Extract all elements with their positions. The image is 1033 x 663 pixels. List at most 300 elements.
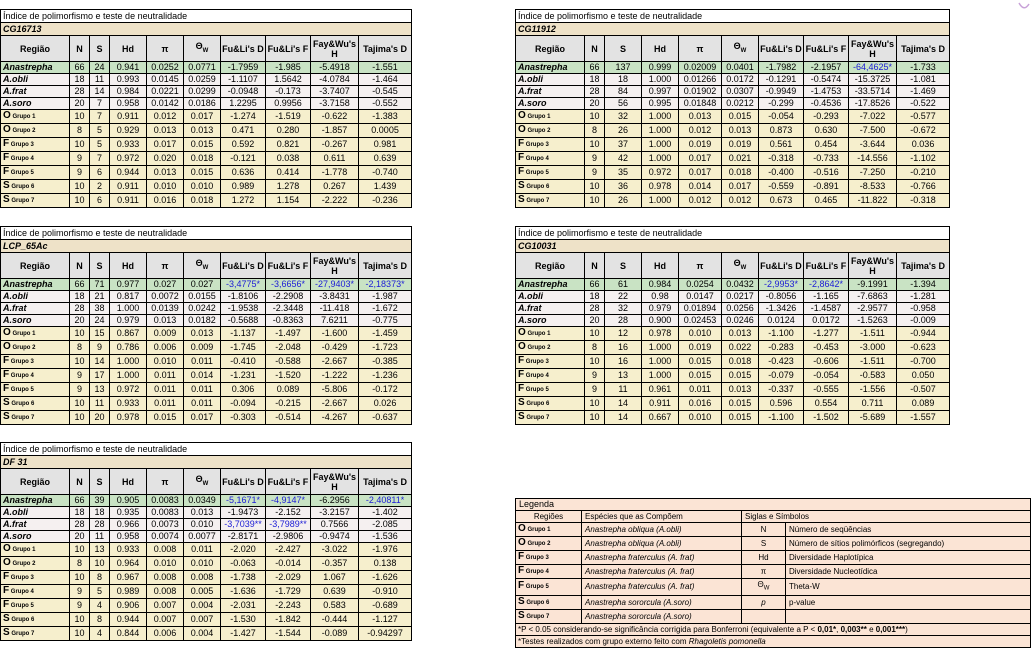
cell-s: 6 bbox=[90, 194, 110, 208]
cell-hd: 0.929 bbox=[110, 124, 147, 138]
legend-symbol: N bbox=[742, 523, 786, 537]
cell-s: 24 bbox=[90, 315, 110, 327]
cell-s: 22 bbox=[605, 291, 642, 303]
cell-n: 18 bbox=[70, 74, 90, 86]
cell-theta-w: 0.018 bbox=[722, 355, 759, 369]
cell-pi: 0.01894 bbox=[679, 303, 722, 315]
cell-fay-wu-h: -27,9403* bbox=[311, 279, 359, 291]
group-subscript: Grupo 3 bbox=[9, 575, 34, 581]
cell-hd: 0.867 bbox=[110, 327, 147, 341]
cell-fu-li-f: -0.555 bbox=[804, 383, 849, 397]
cell-fay-wu-h: -33.5714 bbox=[849, 86, 897, 98]
cell-tajima-d: -1.469 bbox=[897, 86, 950, 98]
cell-region: Anastrepha bbox=[516, 62, 585, 74]
group-subscript: Grupo 4 bbox=[9, 373, 34, 379]
cell-fay-wu-h: -11.822 bbox=[849, 194, 897, 208]
cell-fay-wu-h: 1.067 bbox=[311, 571, 359, 585]
cell-pi: 0.015 bbox=[679, 369, 722, 383]
cell-hd: 0.786 bbox=[110, 341, 147, 355]
gene-name: LCP_65Ac bbox=[1, 240, 412, 253]
group-letter: F bbox=[3, 369, 10, 380]
column-header-fay-wu-h: Fay&Wu's H bbox=[849, 36, 897, 62]
cell-n: 10 bbox=[70, 397, 90, 411]
cell-theta-w: 0.007 bbox=[184, 613, 221, 627]
cell-fu-li-d: -1.1107 bbox=[221, 74, 266, 86]
cell-theta-w: 0.004 bbox=[184, 627, 221, 641]
cell-pi: 0.007 bbox=[147, 599, 184, 613]
cell-tajima-d: -0.210 bbox=[897, 166, 950, 180]
cell-theta-w: 0.015 bbox=[722, 369, 759, 383]
gene-name: DF 31 bbox=[1, 456, 412, 469]
cell-fu-li-d: -1.274 bbox=[221, 110, 266, 124]
column-header-s: S bbox=[90, 469, 110, 495]
cell-fay-wu-h: -7.500 bbox=[849, 124, 897, 138]
cell-s: 13 bbox=[90, 543, 110, 557]
legend-footnote-outgroup: *Testes realizados com grupo externo feito com Rhagoletis pomonella bbox=[516, 635, 1031, 647]
group-letter: S bbox=[3, 397, 10, 408]
column-header-fay-wu-h: Fay&Wu's H bbox=[311, 36, 359, 62]
cell-tajima-d: -1.672 bbox=[359, 303, 412, 315]
cell-region bbox=[1, 341, 70, 355]
cell-s: 13 bbox=[605, 369, 642, 383]
cell-region: A.obli bbox=[516, 291, 585, 303]
cell-fay-wu-h: 0.611 bbox=[311, 152, 359, 166]
table-row bbox=[1, 138, 412, 152]
cell-pi: 0.011 bbox=[147, 383, 184, 397]
cell-s: 16 bbox=[605, 341, 642, 355]
legend-header-species: Espécies que as Compõem bbox=[582, 511, 742, 523]
cell-s: 4 bbox=[90, 599, 110, 613]
legend-species: Anastrepha fraterculus (A. frat) bbox=[582, 565, 742, 579]
cell-theta-w: 0.013 bbox=[722, 327, 759, 341]
legend-description: Número de seqüências bbox=[786, 523, 1031, 537]
cell-n: 18 bbox=[585, 291, 605, 303]
cell-n: 10 bbox=[70, 571, 90, 585]
cell-fay-wu-h: -14.556 bbox=[849, 152, 897, 166]
cell-tajima-d: -1.723 bbox=[359, 341, 412, 355]
table-row bbox=[1, 383, 412, 397]
cell-pi: 0.016 bbox=[679, 397, 722, 411]
cell-hd: 0.993 bbox=[110, 74, 147, 86]
cell-pi: 0.012 bbox=[679, 194, 722, 208]
cell-fay-wu-h: -11.418 bbox=[311, 303, 359, 315]
cell-fay-wu-h: 7.6211 bbox=[311, 315, 359, 327]
cell-theta-w: 0.015 bbox=[722, 397, 759, 411]
cell-n: 10 bbox=[70, 180, 90, 194]
group-letter: F bbox=[518, 166, 525, 177]
group-subscript: Grupo 5 bbox=[524, 170, 549, 176]
group-subscript: Grupo 4 bbox=[524, 373, 549, 379]
cell-hd: 0.941 bbox=[110, 62, 147, 74]
cell-n: 66 bbox=[585, 62, 605, 74]
table-row bbox=[1, 303, 412, 315]
table-row bbox=[516, 303, 950, 315]
column-header-theta-w: $\Theta_W$ bbox=[722, 253, 759, 279]
cell-region bbox=[1, 152, 70, 166]
group-letter: O bbox=[3, 124, 11, 135]
table-row bbox=[1, 86, 412, 98]
cell-fay-wu-h: -17.8526 bbox=[849, 98, 897, 110]
column-header-fu-li-d: Fu&Li's D bbox=[759, 253, 804, 279]
cell-fu-li-f: 0.089 bbox=[266, 383, 311, 397]
cell-hd: 1.000 bbox=[642, 74, 679, 86]
group-subscript: Grupo 2 bbox=[10, 561, 36, 567]
table-row bbox=[516, 110, 950, 124]
cell-region bbox=[1, 194, 70, 208]
cell-region bbox=[516, 327, 585, 341]
cell-fu-li-f: -2.243 bbox=[266, 599, 311, 613]
cell-region bbox=[1, 166, 70, 180]
group-subscript: Grupo 7 bbox=[524, 198, 550, 204]
column-header-fay-wu-h: Fay&Wu's H bbox=[849, 253, 897, 279]
cell-s: 32 bbox=[605, 110, 642, 124]
cell-fu-li-d: -1.530 bbox=[221, 613, 266, 627]
cell-pi: 0.027 bbox=[147, 279, 184, 291]
cell-theta-w: 0.0155 bbox=[184, 291, 221, 303]
cell-region: A.soro bbox=[1, 98, 70, 110]
cell-hd: 0.944 bbox=[110, 613, 147, 627]
cell-fay-wu-h: -0.357 bbox=[311, 557, 359, 571]
stats-panel-cg10031 bbox=[515, 226, 950, 425]
table-row bbox=[1, 124, 412, 138]
cell-fu-li-d: -0.423 bbox=[759, 355, 804, 369]
stats-panel-lcp-65ac bbox=[0, 226, 412, 425]
cell-fu-li-d: 0.673 bbox=[759, 194, 804, 208]
table-row bbox=[516, 180, 950, 194]
column-header-hd: Hd bbox=[642, 253, 679, 279]
cell-region bbox=[516, 194, 585, 208]
cell-hd: 0.911 bbox=[642, 397, 679, 411]
cell-region: A.obli bbox=[516, 74, 585, 86]
cell-fu-li-f: 1.154 bbox=[266, 194, 311, 208]
cell-tajima-d: 0.050 bbox=[897, 369, 950, 383]
cell-pi: 0.012 bbox=[147, 110, 184, 124]
legend-description: Diversidade Haplotípica bbox=[786, 551, 1031, 565]
legend-region: F Grupo 3 bbox=[516, 551, 582, 565]
cell-n: 10 bbox=[585, 355, 605, 369]
cell-n: 8 bbox=[585, 124, 605, 138]
cell-hd: 0.978 bbox=[642, 180, 679, 194]
cell-fay-wu-h: -15.3725 bbox=[849, 74, 897, 86]
cell-fu-li-f: -0.514 bbox=[266, 411, 311, 425]
cell-fu-li-f: -3,6656* bbox=[266, 279, 311, 291]
cell-region bbox=[516, 110, 585, 124]
cell-tajima-d: -1.127 bbox=[359, 613, 412, 627]
cell-fu-li-d: -0.121 bbox=[221, 152, 266, 166]
table-row bbox=[1, 152, 412, 166]
column-header-fu-li-d: Fu&Li's D bbox=[221, 253, 266, 279]
cell-fu-li-d: -0.410 bbox=[221, 355, 266, 369]
gene-name: CG10031 bbox=[516, 240, 950, 253]
cell-tajima-d: -0.958 bbox=[897, 303, 950, 315]
cell-pi: 0.017 bbox=[679, 166, 722, 180]
group-subscript: Grupo 4 bbox=[9, 589, 34, 595]
cell-n: 18 bbox=[70, 507, 90, 519]
cell-n: 66 bbox=[70, 62, 90, 74]
legend-title: Legenda bbox=[516, 499, 1031, 511]
cell-hd: 0.900 bbox=[642, 315, 679, 327]
cell-fu-li-f: -2.9806 bbox=[266, 531, 311, 543]
table-row bbox=[516, 369, 950, 383]
cell-s: 71 bbox=[90, 279, 110, 291]
cell-pi: 0.014 bbox=[679, 180, 722, 194]
cell-s: 11 bbox=[90, 74, 110, 86]
cell-n: 10 bbox=[70, 194, 90, 208]
cell-hd: 1.000 bbox=[642, 110, 679, 124]
table-row bbox=[1, 279, 412, 291]
cell-fu-li-d: 0.596 bbox=[759, 397, 804, 411]
cell-s: 26 bbox=[605, 124, 642, 138]
cell-fu-li-d: -1.427 bbox=[221, 627, 266, 641]
group-subscript: Grupo 1 bbox=[525, 331, 551, 337]
cell-fay-wu-h: -1.600 bbox=[311, 327, 359, 341]
cell-hd: 0.911 bbox=[110, 194, 147, 208]
cell-region: Anastrepha bbox=[1, 495, 70, 507]
cell-fu-li-f: -0.054 bbox=[804, 369, 849, 383]
group-subscript: Grupo 2 bbox=[525, 345, 551, 351]
cell-region: A.frat bbox=[516, 303, 585, 315]
cell-hd: 0.997 bbox=[642, 86, 679, 98]
cell-theta-w: 0.014 bbox=[184, 369, 221, 383]
cell-tajima-d: -2,18373* bbox=[359, 279, 412, 291]
cell-theta-w: 0.021 bbox=[722, 152, 759, 166]
table-row bbox=[516, 383, 950, 397]
cell-fu-li-d: -0.559 bbox=[759, 180, 804, 194]
group-letter: F bbox=[3, 383, 10, 394]
cell-tajima-d: 0.639 bbox=[359, 152, 412, 166]
group-subscript: Grupo 2 bbox=[525, 128, 551, 134]
cell-hd: 0.98 bbox=[642, 291, 679, 303]
cell-tajima-d: -0.689 bbox=[359, 599, 412, 613]
cell-fu-li-d: -2.031 bbox=[221, 599, 266, 613]
cell-theta-w: 0.012 bbox=[722, 194, 759, 208]
cell-s: 18 bbox=[90, 507, 110, 519]
cell-fu-li-d: -1.7982 bbox=[759, 62, 804, 74]
cell-fu-li-d: -0.1291 bbox=[759, 74, 804, 86]
cell-region bbox=[516, 180, 585, 194]
cell-pi: 0.01266 bbox=[679, 74, 722, 86]
group-subscript: Grupo 7 bbox=[9, 415, 35, 421]
cell-fu-li-d: -1.137 bbox=[221, 327, 266, 341]
cell-n: 10 bbox=[585, 194, 605, 208]
cell-n: 66 bbox=[585, 279, 605, 291]
table-row bbox=[516, 327, 950, 341]
cell-s: 35 bbox=[605, 166, 642, 180]
legend-region: O Grupo 2 bbox=[516, 537, 582, 551]
cell-s: 10 bbox=[90, 557, 110, 571]
cell-pi: 0.015 bbox=[679, 355, 722, 369]
cell-hd: 0.972 bbox=[110, 383, 147, 397]
cell-fay-wu-h: -5.689 bbox=[849, 411, 897, 425]
legend-region: S Grupo 6 bbox=[516, 595, 582, 609]
cell-s: 24 bbox=[90, 62, 110, 74]
cell-theta-w: 0.017 bbox=[184, 411, 221, 425]
cell-s: 11 bbox=[605, 383, 642, 397]
cell-fay-wu-h: -1.5263 bbox=[849, 315, 897, 327]
cell-n: 66 bbox=[70, 279, 90, 291]
legend-symbol: p bbox=[742, 595, 786, 609]
cell-hd: 1.000 bbox=[642, 124, 679, 138]
cell-n: 9 bbox=[70, 599, 90, 613]
cell-fay-wu-h: -9.1991 bbox=[849, 279, 897, 291]
cell-tajima-d: -2,40811* bbox=[359, 495, 412, 507]
cell-n: 10 bbox=[585, 110, 605, 124]
cell-fu-li-d: 0.471 bbox=[221, 124, 266, 138]
table-row bbox=[1, 315, 412, 327]
cell-fu-li-d: -0.400 bbox=[759, 166, 804, 180]
cell-n: 10 bbox=[585, 138, 605, 152]
legend-panel bbox=[515, 498, 1030, 648]
column-header-hd: Hd bbox=[110, 36, 147, 62]
cell-tajima-d: -0.009 bbox=[897, 315, 950, 327]
table-row bbox=[1, 110, 412, 124]
cell-region bbox=[1, 585, 70, 599]
cell-pi: 0.009 bbox=[147, 327, 184, 341]
cell-fu-li-f: -2.2908 bbox=[266, 291, 311, 303]
table-row bbox=[1, 507, 412, 519]
cell-fay-wu-h: -4.0784 bbox=[311, 74, 359, 86]
cell-fu-li-f: 0.821 bbox=[266, 138, 311, 152]
cell-fu-li-f: -0.8363 bbox=[266, 315, 311, 327]
column-header-tajima-d: Tajima's D bbox=[359, 36, 412, 62]
cell-hd: 1.000 bbox=[642, 152, 679, 166]
cell-region: A.frat bbox=[1, 519, 70, 531]
legend-region: S Grupo 7 bbox=[516, 609, 582, 623]
table-row bbox=[516, 74, 950, 86]
cell-fu-li-f: -0.4536 bbox=[804, 98, 849, 110]
cell-fu-li-d: 0.0124 bbox=[759, 315, 804, 327]
group-subscript: Grupo 6 bbox=[524, 401, 550, 407]
cell-fu-li-d: -0.054 bbox=[759, 110, 804, 124]
cell-n: 8 bbox=[70, 124, 90, 138]
cell-region: Anastrepha bbox=[516, 279, 585, 291]
cell-fay-wu-h: 0.639 bbox=[311, 585, 359, 599]
cell-fay-wu-h: -8.533 bbox=[849, 180, 897, 194]
cell-pi: 0.0083 bbox=[147, 507, 184, 519]
column-header-region: Região bbox=[1, 253, 70, 279]
column-header-pi: π bbox=[147, 469, 184, 495]
cell-fay-wu-h: -2.222 bbox=[311, 194, 359, 208]
cell-fay-wu-h: -2.667 bbox=[311, 355, 359, 369]
cell-tajima-d: -0.700 bbox=[897, 355, 950, 369]
column-header-fu-li-f: Fu&Li's F bbox=[804, 36, 849, 62]
cell-fu-li-d: -0.303 bbox=[221, 411, 266, 425]
cell-fu-li-f: 0.038 bbox=[266, 152, 311, 166]
cell-fu-li-f: -0.5474 bbox=[804, 74, 849, 86]
cell-theta-w: 0.011 bbox=[184, 543, 221, 557]
group-letter: O bbox=[518, 110, 526, 121]
cell-tajima-d: 0.981 bbox=[359, 138, 412, 152]
cell-s: 9 bbox=[90, 341, 110, 355]
cell-theta-w: 0.022 bbox=[722, 341, 759, 355]
cell-fu-li-d: -1.745 bbox=[221, 341, 266, 355]
cell-s: 39 bbox=[90, 495, 110, 507]
cell-fu-li-d: -1.9473 bbox=[221, 507, 266, 519]
cell-tajima-d: -0.740 bbox=[359, 166, 412, 180]
cell-fu-li-f: -1.519 bbox=[266, 110, 311, 124]
cell-s: 28 bbox=[605, 315, 642, 327]
table-row bbox=[516, 291, 950, 303]
cell-tajima-d: -2.085 bbox=[359, 519, 412, 531]
column-header-n: N bbox=[70, 469, 90, 495]
cell-n: 9 bbox=[585, 369, 605, 383]
cell-n: 10 bbox=[70, 327, 90, 341]
group-letter: O bbox=[518, 341, 526, 352]
column-header-tajima-d: Tajima's D bbox=[359, 253, 412, 279]
cell-n: 18 bbox=[585, 74, 605, 86]
cell-pi: 0.0254 bbox=[679, 279, 722, 291]
group-letter: O bbox=[3, 557, 11, 568]
cell-fu-li-f: -1.497 bbox=[266, 327, 311, 341]
cell-region: A.obli bbox=[1, 507, 70, 519]
group-subscript: Grupo 5 bbox=[524, 387, 549, 393]
table-row bbox=[1, 571, 412, 585]
cell-fu-li-d: 0.989 bbox=[221, 180, 266, 194]
cell-fay-wu-h: -7.022 bbox=[849, 110, 897, 124]
cell-s: 4 bbox=[90, 627, 110, 641]
cell-fay-wu-h: -1.857 bbox=[311, 124, 359, 138]
cell-tajima-d: -0.172 bbox=[359, 383, 412, 397]
column-header-region: Região bbox=[516, 253, 585, 279]
cell-theta-w: 0.0077 bbox=[184, 531, 221, 543]
column-header-theta-w: $\Theta_W$ bbox=[184, 469, 221, 495]
cell-fu-li-f: -1.985 bbox=[266, 62, 311, 74]
cell-region: A.soro bbox=[516, 315, 585, 327]
group-letter: O bbox=[3, 110, 11, 121]
cell-fu-li-d: 0.306 bbox=[221, 383, 266, 397]
cell-fu-li-f: -1.502 bbox=[804, 411, 849, 425]
cell-fu-li-d: 1.2295 bbox=[221, 98, 266, 110]
cell-fu-li-d: -1.3426 bbox=[759, 303, 804, 315]
cell-fay-wu-h: -0.089 bbox=[311, 627, 359, 641]
cell-theta-w: 0.0212 bbox=[722, 98, 759, 110]
cell-tajima-d: -1.987 bbox=[359, 291, 412, 303]
cell-fay-wu-h: -2.667 bbox=[311, 397, 359, 411]
cell-n: 66 bbox=[70, 495, 90, 507]
cell-region bbox=[516, 152, 585, 166]
cell-fu-li-d: -1.738 bbox=[221, 571, 266, 585]
cell-hd: 0.978 bbox=[642, 327, 679, 341]
cell-s: 21 bbox=[90, 291, 110, 303]
cell-fu-li-d: -0.299 bbox=[759, 98, 804, 110]
cell-theta-w: 0.019 bbox=[722, 138, 759, 152]
group-letter: O bbox=[518, 124, 526, 135]
table-row bbox=[1, 291, 412, 303]
column-header-n: N bbox=[70, 36, 90, 62]
cell-hd: 1.000 bbox=[110, 369, 147, 383]
column-header-s: S bbox=[605, 36, 642, 62]
cell-fu-li-d: -1.100 bbox=[759, 411, 804, 425]
cell-fay-wu-h: -1.778 bbox=[311, 166, 359, 180]
cell-region bbox=[1, 397, 70, 411]
cell-theta-w: 0.0172 bbox=[722, 74, 759, 86]
cell-hd: 0.906 bbox=[110, 599, 147, 613]
legend-row bbox=[516, 551, 1031, 565]
cell-s: 17 bbox=[90, 369, 110, 383]
cell-hd: 0.978 bbox=[110, 411, 147, 425]
cell-n: 20 bbox=[70, 531, 90, 543]
group-subscript: Grupo 7 bbox=[9, 198, 35, 204]
cell-theta-w: 0.013 bbox=[184, 124, 221, 138]
cell-fu-li-f: 0.9956 bbox=[266, 98, 311, 110]
cell-hd: 0.933 bbox=[110, 397, 147, 411]
cell-s: 16 bbox=[605, 355, 642, 369]
cell-region: Anastrepha bbox=[1, 279, 70, 291]
cell-pi: 0.010 bbox=[147, 355, 184, 369]
cell-region bbox=[1, 557, 70, 571]
cell-fu-li-f: -1.520 bbox=[266, 369, 311, 383]
table-row bbox=[1, 74, 412, 86]
